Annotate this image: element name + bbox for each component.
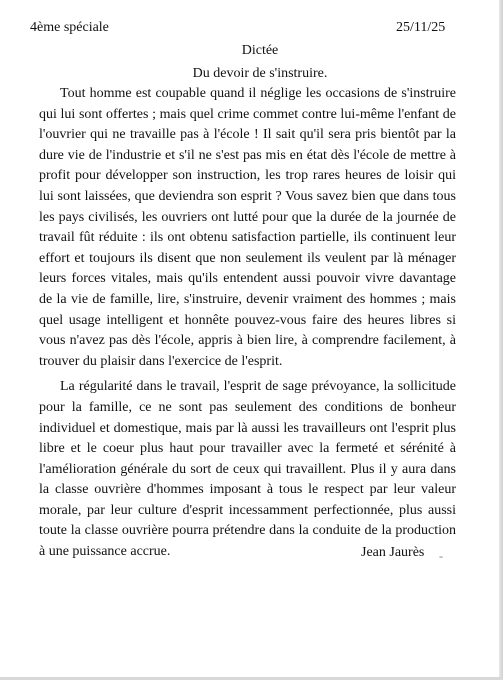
paragraph-1: Tout homme est coupable quand il néglige les occasions de s'instruire qui lui sont offertes ; mais quel crime commet contre lui-même l'enfant de l'ouvrier qui ne travaille pas à l'école ! Il sait qu'il sera pris bientôt par la dure vie de l'industrie et s'il ne s'est pas mis en état dès l'école de mettre à profit pour développer son instruction, les trop rares heures de loisir qui lui sont laissées, que deviendra son esprit ? Vous savez bien que dans tous les pays civilisés, les ouvriers ont lutté pour que la durée de la journée de travail fût réduite : ils ont obtenu satisfaction partielle, ils continuent leur effort et toujours ils disent que non seulement ils veulent par là ménager leurs forces vitales, mais qu'ils entendent aussi pouvoir vivre davantage de la vie de famille, lire, s'instruire, devenir vraiment des hommes ; mais quel usage intelligent et honnête pouvez-vous faire des heures libres si vous n'avez pas dès l'école, appris à bien lire, à comprendre facilement, à trouver du plaisir dans l'exercice de l'esprit.	[39, 86, 456, 369]
paragraph-2: La régularité dans le travail, l'esprit de sage prévoyance, la sollicitude pour la famille, ce ne sont pas seulement des conditions de bonheur individuel et domestique, mais par là aussi les travailleurs ont l'esprit plus libre et le coeur plus haut pour travailler avec la fermeté et sérénité à l'amélioration générale du sort de ceux qui travaillent. Plus il y aura dans la classe ouvrière d'hommes imposant à tous le respect par leur valeur morale, par leur culture d'esprit incessamment perfectionnée, plus aussi toute la classe ouvrière pourra prétendre dans la conduite de la production à une puissance accrue.	[39, 379, 456, 560]
date-label: 25/11/25	[396, 20, 446, 35]
page-edge-right	[499, 0, 503, 680]
author-signature: Jean Jaurès	[361, 545, 425, 560]
trailing-mark: -	[439, 549, 443, 563]
document-title: Dictée	[241, 43, 279, 58]
class-label: 4ème spéciale	[30, 20, 109, 35]
document-subtitle: Du devoir de s'instruire.	[192, 66, 328, 81]
dictation-text	[39, 84, 456, 563]
